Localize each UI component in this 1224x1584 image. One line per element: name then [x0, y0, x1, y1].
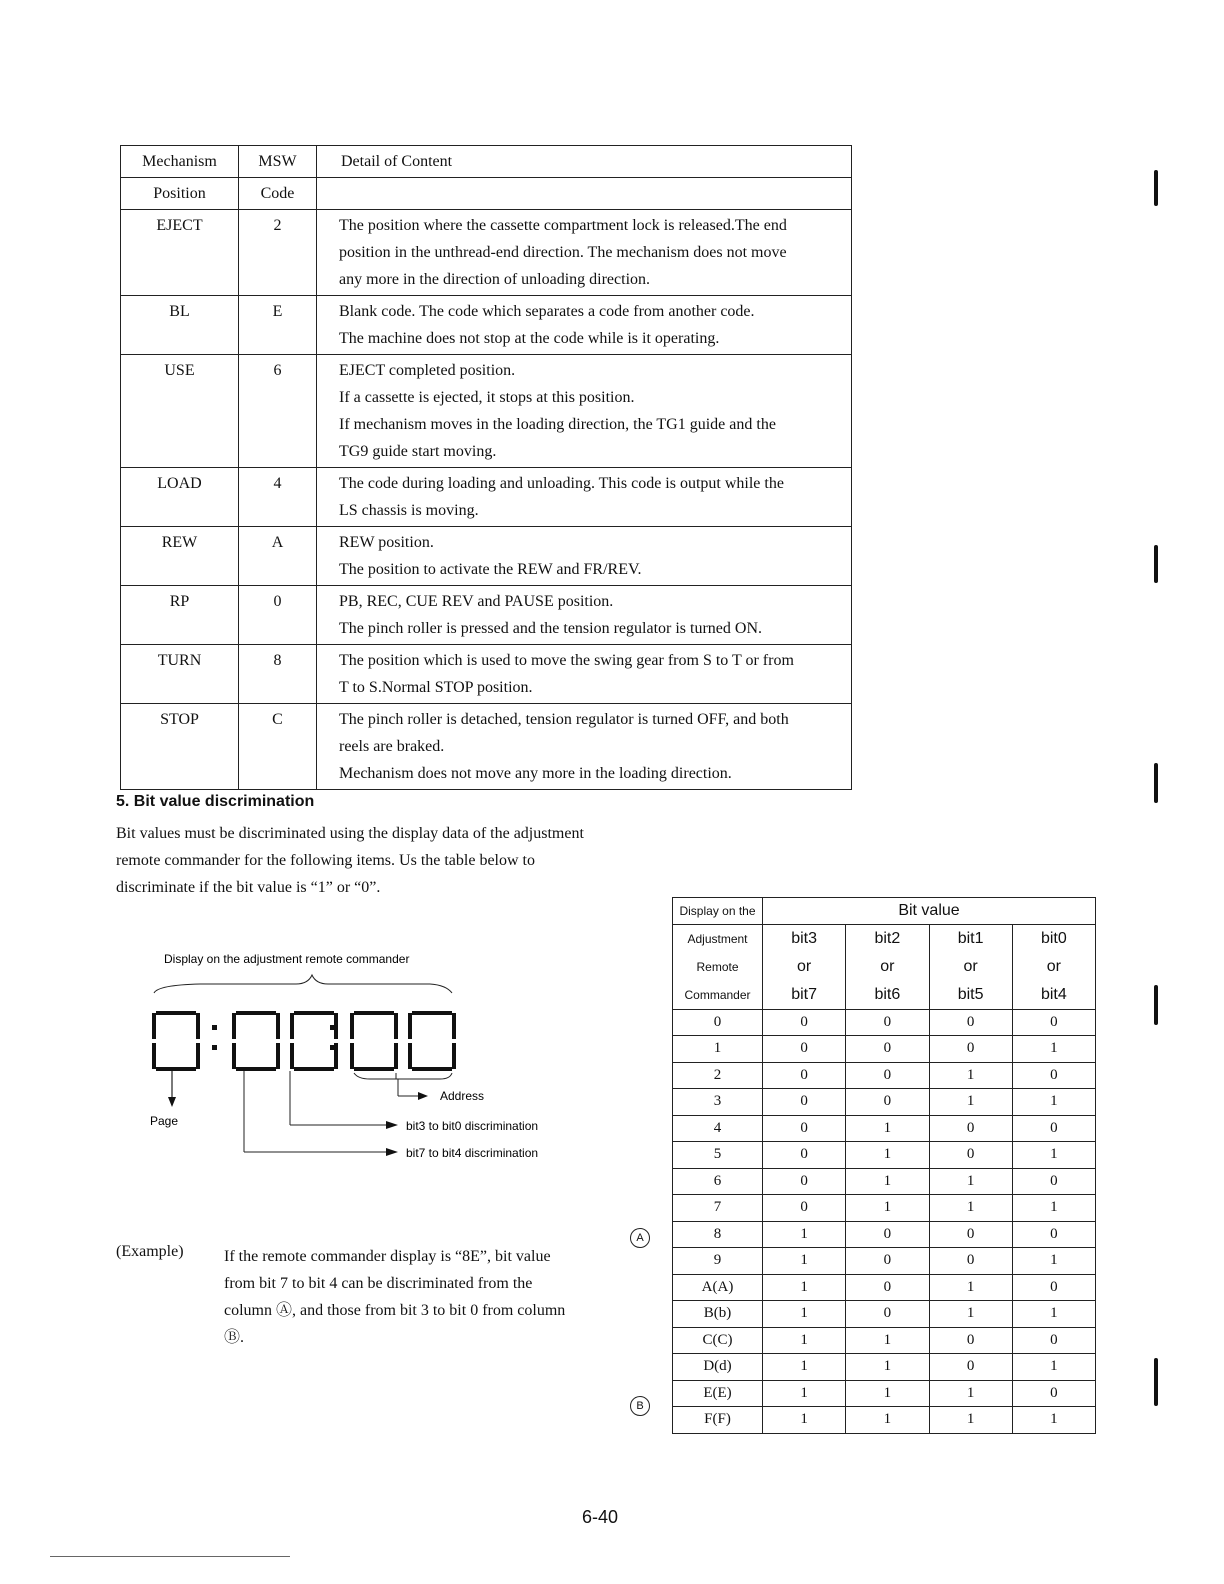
bit-cell: 1 [1012, 1142, 1095, 1169]
bit-cell: 0 [846, 1274, 929, 1301]
bit-header-alt: bit5 [929, 981, 1012, 1010]
digit-segment [394, 1013, 398, 1039]
digit-segment [294, 1011, 334, 1015]
mechanism-position: LOAD [121, 468, 239, 527]
bit-row [673, 1089, 1096, 1116]
mechanism-row [121, 527, 852, 586]
msw-code: 6 [239, 355, 317, 468]
mechanism-header-cell: Position [121, 178, 239, 210]
example-label: (Example) [116, 1243, 184, 1260]
diagram-brace [154, 975, 452, 993]
bit-cell: 0 [763, 1142, 846, 1169]
digit-segment [276, 1013, 280, 1039]
detail-line: TG9 guide start moving. [339, 443, 497, 460]
bit-cell: 0 [1012, 1274, 1095, 1301]
bit-header: bit3 [763, 924, 846, 953]
detail-line: If a cassette is ejected, it stops at this position. [339, 389, 635, 406]
mechanism-position-table [120, 145, 852, 790]
footer-rule [50, 1556, 290, 1557]
digit-segment [350, 1013, 354, 1039]
msw-code: 2 [239, 210, 317, 296]
detail-line: LS chassis is moving. [339, 502, 479, 519]
page-arrowhead [168, 1097, 176, 1107]
binder-mark [1154, 985, 1158, 1025]
detail-content [317, 527, 852, 586]
digit-segment [276, 1043, 280, 1069]
bit-cell: 1 [763, 1327, 846, 1354]
page-number: 6-40 [582, 1507, 619, 1527]
bit-row [673, 1168, 1096, 1195]
mechanism-row [121, 296, 852, 355]
display-char: B(b) [673, 1301, 763, 1328]
bit-cell: 0 [763, 1115, 846, 1142]
digit-segment [232, 1013, 236, 1039]
bit-header-or: or [1012, 953, 1095, 981]
bit-header-or: or [763, 953, 846, 981]
digit-segment [196, 1043, 200, 1069]
detail-line: REW position. [339, 534, 434, 551]
display-char: 1 [673, 1036, 763, 1063]
detail-line: Blank code. The code which separates a code from another code. [339, 303, 755, 320]
bit-cell: 1 [763, 1407, 846, 1434]
bit-header-or: or [929, 953, 1012, 981]
bit-value-header: Bit value [763, 898, 1096, 925]
digit-segment [196, 1013, 200, 1039]
detail-line: EJECT completed position. [339, 362, 516, 379]
bit-cell: 1 [763, 1221, 846, 1248]
digit-segment [452, 1013, 456, 1039]
bit74-arrowhead [386, 1148, 398, 1156]
bit-row [673, 1327, 1096, 1354]
bit-cell: 1 [929, 1089, 1012, 1116]
mechanism-header-cell: Code [239, 178, 317, 210]
mechanism-row [121, 468, 852, 527]
bit-cell: 1 [929, 1062, 1012, 1089]
bit-cell: 0 [929, 1248, 1012, 1275]
bit-cell: 0 [1012, 1380, 1095, 1407]
bit74-label: bit7 to bit4 discrimination [406, 1146, 539, 1160]
bit-row [673, 1115, 1096, 1142]
bit-cell: 0 [763, 1062, 846, 1089]
bit-cell: 0 [763, 1036, 846, 1063]
mechanism-header-cell: MSW [239, 146, 317, 178]
mechanism-position: USE [121, 355, 239, 468]
digit-segment [156, 1067, 196, 1071]
display-char: 6 [673, 1168, 763, 1195]
bit-cell: 1 [1012, 1248, 1095, 1275]
detail-line: Mechanism does not move any more in the loading direction. [339, 765, 732, 782]
bit-cell: 0 [929, 1115, 1012, 1142]
mechanism-header-cell: Detail of Content [317, 146, 852, 178]
detail-line: PB, REC, CUE REV and PAUSE position. [339, 593, 614, 610]
detail-line: T to S.Normal STOP position. [339, 679, 533, 696]
display-char: 8 [673, 1221, 763, 1248]
colon-dot [330, 1025, 335, 1030]
bit-header-alt: bit6 [846, 981, 929, 1010]
bit-cell: 0 [1012, 1115, 1095, 1142]
bit-row [673, 1036, 1096, 1063]
bit-cell: 0 [1012, 1062, 1095, 1089]
bit-cell: 1 [929, 1168, 1012, 1195]
digit-segment [354, 1011, 394, 1015]
display-header-2: Adjustment [673, 924, 763, 953]
bit-cell: 1 [929, 1195, 1012, 1222]
bit-cell: 1 [846, 1168, 929, 1195]
digit-segment [294, 1067, 334, 1071]
bit-cell: 1 [846, 1327, 929, 1354]
bit-cell: 0 [929, 1327, 1012, 1354]
bit-row [673, 1248, 1096, 1275]
mechanism-row [121, 704, 852, 790]
bit-cell: 0 [763, 1089, 846, 1116]
bit-header-alt: bit7 [763, 981, 846, 1010]
bit-cell: 0 [846, 1036, 929, 1063]
msw-code: E [239, 296, 317, 355]
binder-mark [1154, 1358, 1158, 1406]
mechanism-row [121, 645, 852, 704]
bit-row [673, 1380, 1096, 1407]
bit-cell: 0 [929, 1221, 1012, 1248]
bit-cell: 0 [763, 1195, 846, 1222]
bit-row [673, 1195, 1096, 1222]
marker-b: B [630, 1396, 650, 1416]
mechanism-row [121, 586, 852, 645]
bit-cell: 1 [763, 1274, 846, 1301]
bit-cell: 1 [763, 1248, 846, 1275]
bit-row [673, 1407, 1096, 1434]
bit30-label: bit3 to bit0 discrimination [406, 1119, 539, 1133]
display-char: D(d) [673, 1354, 763, 1381]
detail-content [317, 296, 852, 355]
mechanism-header-cell [317, 178, 852, 210]
display-char: 9 [673, 1248, 763, 1275]
digit-segment [236, 1011, 276, 1015]
bit-cell: 0 [763, 1009, 846, 1036]
detail-content [317, 355, 852, 468]
section-intro: Bit values must be discriminated using the display data of the adjustment remote commander for the following items. Us the table below to discriminate if the bit value is “1” or “0”. [116, 825, 584, 896]
bit-cell: 1 [929, 1380, 1012, 1407]
bit-cell: 1 [929, 1301, 1012, 1328]
bit-header: bit0 [1012, 924, 1095, 953]
digit-segment [452, 1043, 456, 1069]
detail-line: The pinch roller is detached, tension regulator is turned OFF, and both [339, 711, 789, 728]
display-char: 5 [673, 1142, 763, 1169]
mechanism-position: RP [121, 586, 239, 645]
digit-segment [354, 1067, 394, 1071]
mechanism-position: BL [121, 296, 239, 355]
bit-cell: 1 [1012, 1089, 1095, 1116]
example-text: If the remote commander display is “8E”, bit value from bit 7 to bit 4 can be discriminated from the column Ⓐ, and those from bit 3 to bit 0 from column Ⓑ. [224, 1248, 566, 1346]
bit-cell: 1 [1012, 1301, 1095, 1328]
bit-cell: 0 [763, 1168, 846, 1195]
display-header-4: Commander [673, 981, 763, 1010]
marker-a: A [630, 1228, 650, 1248]
bit-row [673, 1221, 1096, 1248]
digit-segment [394, 1043, 398, 1069]
display-header-3: Remote [673, 953, 763, 981]
bit-cell: 1 [1012, 1195, 1095, 1222]
colon-dot [330, 1045, 335, 1050]
binder-mark [1154, 545, 1158, 583]
digit-segment [152, 1013, 156, 1039]
detail-line: position in the unthread-end direction. The mechanism does not move [339, 244, 787, 261]
mechanism-header-row [121, 146, 852, 178]
bit-cell: 0 [846, 1062, 929, 1089]
detail-content [317, 704, 852, 790]
bit-cell: 0 [846, 1089, 929, 1116]
bit-cell: 0 [846, 1221, 929, 1248]
bit-cell: 0 [846, 1009, 929, 1036]
detail-line: If mechanism moves in the loading direction, the TG1 guide and the [339, 416, 776, 433]
detail-line: The pinch roller is pressed and the tension regulator is turned ON. [339, 620, 762, 637]
bit-header: bit2 [846, 924, 929, 953]
bit-cell: 1 [1012, 1407, 1095, 1434]
bit-value-table [672, 897, 1096, 1434]
display-header-1: Display on the [673, 898, 763, 925]
bit-cell: 1 [763, 1301, 846, 1328]
bit-cell: 0 [1012, 1009, 1095, 1036]
bit-cell: 0 [929, 1036, 1012, 1063]
bit-cell: 1 [846, 1380, 929, 1407]
bit-cell: 0 [846, 1248, 929, 1275]
detail-line: The position to activate the REW and FR/REV. [339, 561, 642, 578]
bit-cell: 0 [929, 1009, 1012, 1036]
digit-segment [156, 1011, 196, 1015]
bit-header-or: or [846, 953, 929, 981]
detail-line: any more in the direction of unloading direction. [339, 271, 651, 288]
digit-segment [232, 1043, 236, 1069]
bit-cell: 1 [763, 1380, 846, 1407]
remote-display-diagram [140, 945, 580, 1175]
detail-line: The position where the cassette compartment lock is released.The end [339, 217, 787, 234]
bit-cell: 0 [1012, 1221, 1095, 1248]
display-char: 2 [673, 1062, 763, 1089]
mechanism-header-cell: Mechanism [121, 146, 239, 178]
bit-cell: 0 [1012, 1327, 1095, 1354]
display-char: F(F) [673, 1407, 763, 1434]
bit-row [673, 1009, 1096, 1036]
msw-code: 4 [239, 468, 317, 527]
digit-segment [290, 1013, 294, 1039]
digit-segment [412, 1067, 452, 1071]
mechanism-position: TURN [121, 645, 239, 704]
msw-code: 0 [239, 586, 317, 645]
mechanism-row [121, 210, 852, 296]
digit-segment [152, 1043, 156, 1069]
digit-segment [408, 1013, 412, 1039]
mechanism-position: REW [121, 527, 239, 586]
detail-content [317, 645, 852, 704]
msw-code: C [239, 704, 317, 790]
address-bracket [354, 1073, 452, 1079]
digit-segment [290, 1043, 294, 1069]
bit-cell: 1 [846, 1407, 929, 1434]
bit-cell: 0 [1012, 1168, 1095, 1195]
digit-segment [412, 1011, 452, 1015]
display-char: A(A) [673, 1274, 763, 1301]
address-label: Address [440, 1089, 485, 1103]
display-char: 0 [673, 1009, 763, 1036]
bit-header: bit1 [929, 924, 1012, 953]
diagram-title: Display on the adjustment remote commander [164, 952, 410, 966]
binder-mark [1154, 763, 1158, 803]
digit-segment [350, 1043, 354, 1069]
bit-cell: 0 [929, 1142, 1012, 1169]
bit-row [673, 1354, 1096, 1381]
msw-code: 8 [239, 645, 317, 704]
bit-cell: 0 [846, 1301, 929, 1328]
colon-dot [212, 1045, 217, 1050]
bit-cell: 1 [846, 1115, 929, 1142]
display-char: 3 [673, 1089, 763, 1116]
bit-cell: 1 [763, 1354, 846, 1381]
bit-cell: 0 [929, 1354, 1012, 1381]
bit30-arrowhead [386, 1121, 398, 1129]
display-char: 4 [673, 1115, 763, 1142]
detail-line: The code during loading and unloading. This code is output while the [339, 475, 784, 492]
detail-line: The machine does not stop at the code while is it operating. [339, 330, 720, 347]
page-label: Page [150, 1114, 179, 1128]
detail-content [317, 210, 852, 296]
digit-segment [408, 1043, 412, 1069]
colon-dot [212, 1025, 217, 1030]
bit-cell: 1 [929, 1274, 1012, 1301]
bit-row [673, 1062, 1096, 1089]
detail-content [317, 468, 852, 527]
bit-row [673, 1142, 1096, 1169]
msw-code: A [239, 527, 317, 586]
bit-cell: 1 [929, 1407, 1012, 1434]
bit-cell: 1 [846, 1354, 929, 1381]
detail-line: reels are braked. [339, 738, 445, 755]
mechanism-header-row [121, 178, 852, 210]
bit-cell: 1 [1012, 1354, 1095, 1381]
section-heading: 5. Bit value discrimination [116, 793, 315, 810]
binder-mark [1154, 170, 1158, 206]
mechanism-position: EJECT [121, 210, 239, 296]
detail-content [317, 586, 852, 645]
display-char: C(C) [673, 1327, 763, 1354]
bit-header-alt: bit4 [1012, 981, 1095, 1010]
mechanism-row [121, 355, 852, 468]
seven-segment-digits [152, 1011, 456, 1071]
bit-cell: 1 [1012, 1036, 1095, 1063]
bit-row [673, 1301, 1096, 1328]
detail-line: The position which is used to move the swing gear from S to T or from [339, 652, 794, 669]
address-arrowhead [418, 1092, 428, 1100]
digit-segment [236, 1067, 276, 1071]
bit-row [673, 1274, 1096, 1301]
bit-cell: 1 [846, 1195, 929, 1222]
mechanism-position: STOP [121, 704, 239, 790]
bit-cell: 1 [846, 1142, 929, 1169]
display-char: 7 [673, 1195, 763, 1222]
display-char: E(E) [673, 1380, 763, 1407]
